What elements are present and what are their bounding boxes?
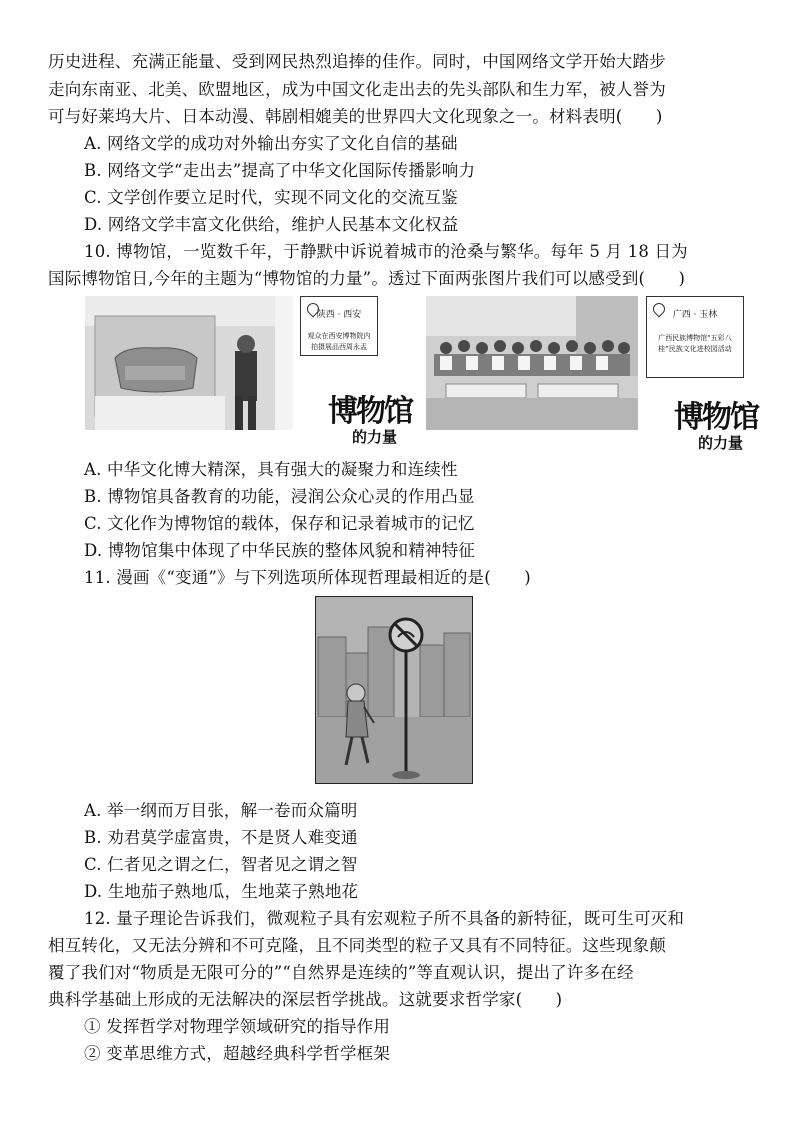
q10-stem-line: 国际博物馆日,今年的主题为“博物馆的力量”。透过下面两张图片我们可以感受到( )	[48, 269, 686, 288]
q9-option-c[interactable]: C. 文学创作要立足时代，实现不同文化的交流互鉴	[84, 188, 458, 207]
classroom-photo-illustration	[426, 296, 638, 430]
q12-stem-line: 12. 量子理论告诉我们，微观粒子具有宏观粒子所不具备的新特征，既可生可灭和	[84, 909, 685, 928]
q12-stem-line: 覆了我们对“物质是无限可分的”“自然界是连续的”等直观认识，提出了许多在经	[48, 963, 634, 982]
q9-option-d[interactable]: D. 网络文学丰富文化供给，维护人民基本文化权益	[84, 215, 459, 234]
q12-stem-line: 典科学基础上形成的无法解决的深层哲学挑战。这就要求哲学家( )	[48, 990, 563, 1009]
info-card-xian	[300, 296, 378, 356]
calligraphy-logo-left	[328, 386, 412, 447]
calligraphy-small: 的力量	[698, 434, 744, 452]
calligraphy-small: 的力量	[352, 428, 398, 446]
q10-option-b[interactable]: B. 博物馆具备教育的功能，浸润公众心灵的作用凸显	[84, 487, 475, 506]
card-caption: 广西民族博物馆“五彩八桂”民族文化进校园活动	[658, 334, 732, 353]
museum-photo-yulin	[426, 296, 638, 430]
q11-option-b[interactable]: B. 劝君莫学虚富贵，不是贤人难变通	[84, 828, 358, 847]
card-location: 广西 · 玉林	[672, 310, 718, 320]
q11-option-c[interactable]: C. 仁者见之谓之仁，智者见之谓之智	[84, 855, 358, 874]
q12-stem-line: 相互转化，又无法分辨和不可克隆，且不同类型的粒子又具有不同特征。这些现象颠	[48, 936, 666, 955]
passage-line: 走向东南亚、北美、欧盟地区，成为中国文化走出去的先头部队和生力军，被人誉为	[48, 80, 666, 99]
q11-option-d[interactable]: D. 生地茄子熟地瓜，生地菜子熟地花	[84, 882, 359, 901]
q10-stem-line: 10. 博物馆，一览数千年，于静默中诉说着城市的沧桑与繁华。每年 5 月 18 日为	[84, 242, 688, 261]
q9-option-a[interactable]: A. 网络文学的成功对外输出夯实了文化自信的基础	[84, 134, 458, 153]
passage-line: 可与好莱坞大片、日本动漫、韩剧相媲美的世界四大文化现象之一。材料表明( )	[48, 107, 663, 126]
calligraphy-logo-right	[674, 392, 758, 453]
comic-illustration	[315, 596, 473, 784]
q12-item-2[interactable]: ② 变革思维方式，超越经典科学哲学框架	[84, 1044, 391, 1063]
passage-line: 历史进程、充满正能量、受到网民热烈追捧的佳作。同时，中国网络文学开始大踏步	[48, 52, 666, 71]
q11-option-a[interactable]: A. 举一纲而万目张，解一卷而众篇明	[84, 801, 358, 820]
q9-option-b[interactable]: B. 网络文学“走出去”提高了中华文化国际传播影响力	[84, 161, 476, 180]
calligraphy-big: 博物馆	[328, 394, 412, 429]
q10-option-a[interactable]: A. 中华文化博大精深，具有强大的凝聚力和连续性	[84, 460, 458, 479]
card-location: 陕西 · 西安	[316, 310, 362, 320]
museum-photo-illustration	[85, 296, 293, 430]
card-caption: 观众在西安博物院内拍摄展品西周永盂	[307, 332, 371, 351]
q10-option-d[interactable]: D. 博物馆集中体现了中华民族的整体风貌和精神特征	[84, 541, 476, 560]
comic-drawing	[316, 597, 472, 783]
q12-item-1[interactable]: ① 发挥哲学对物理学领域研究的指导作用	[84, 1017, 391, 1036]
info-card-yulin	[646, 296, 744, 378]
q11-stem: 11. 漫画《“变通”》与下列选项所体现哲理最相近的是( )	[84, 568, 531, 587]
calligraphy-big: 博物馆	[674, 400, 758, 435]
q10-option-c[interactable]: C. 文化作为博物馆的载体，保存和记录着城市的记忆	[84, 514, 475, 533]
museum-photo-xian	[85, 296, 293, 430]
